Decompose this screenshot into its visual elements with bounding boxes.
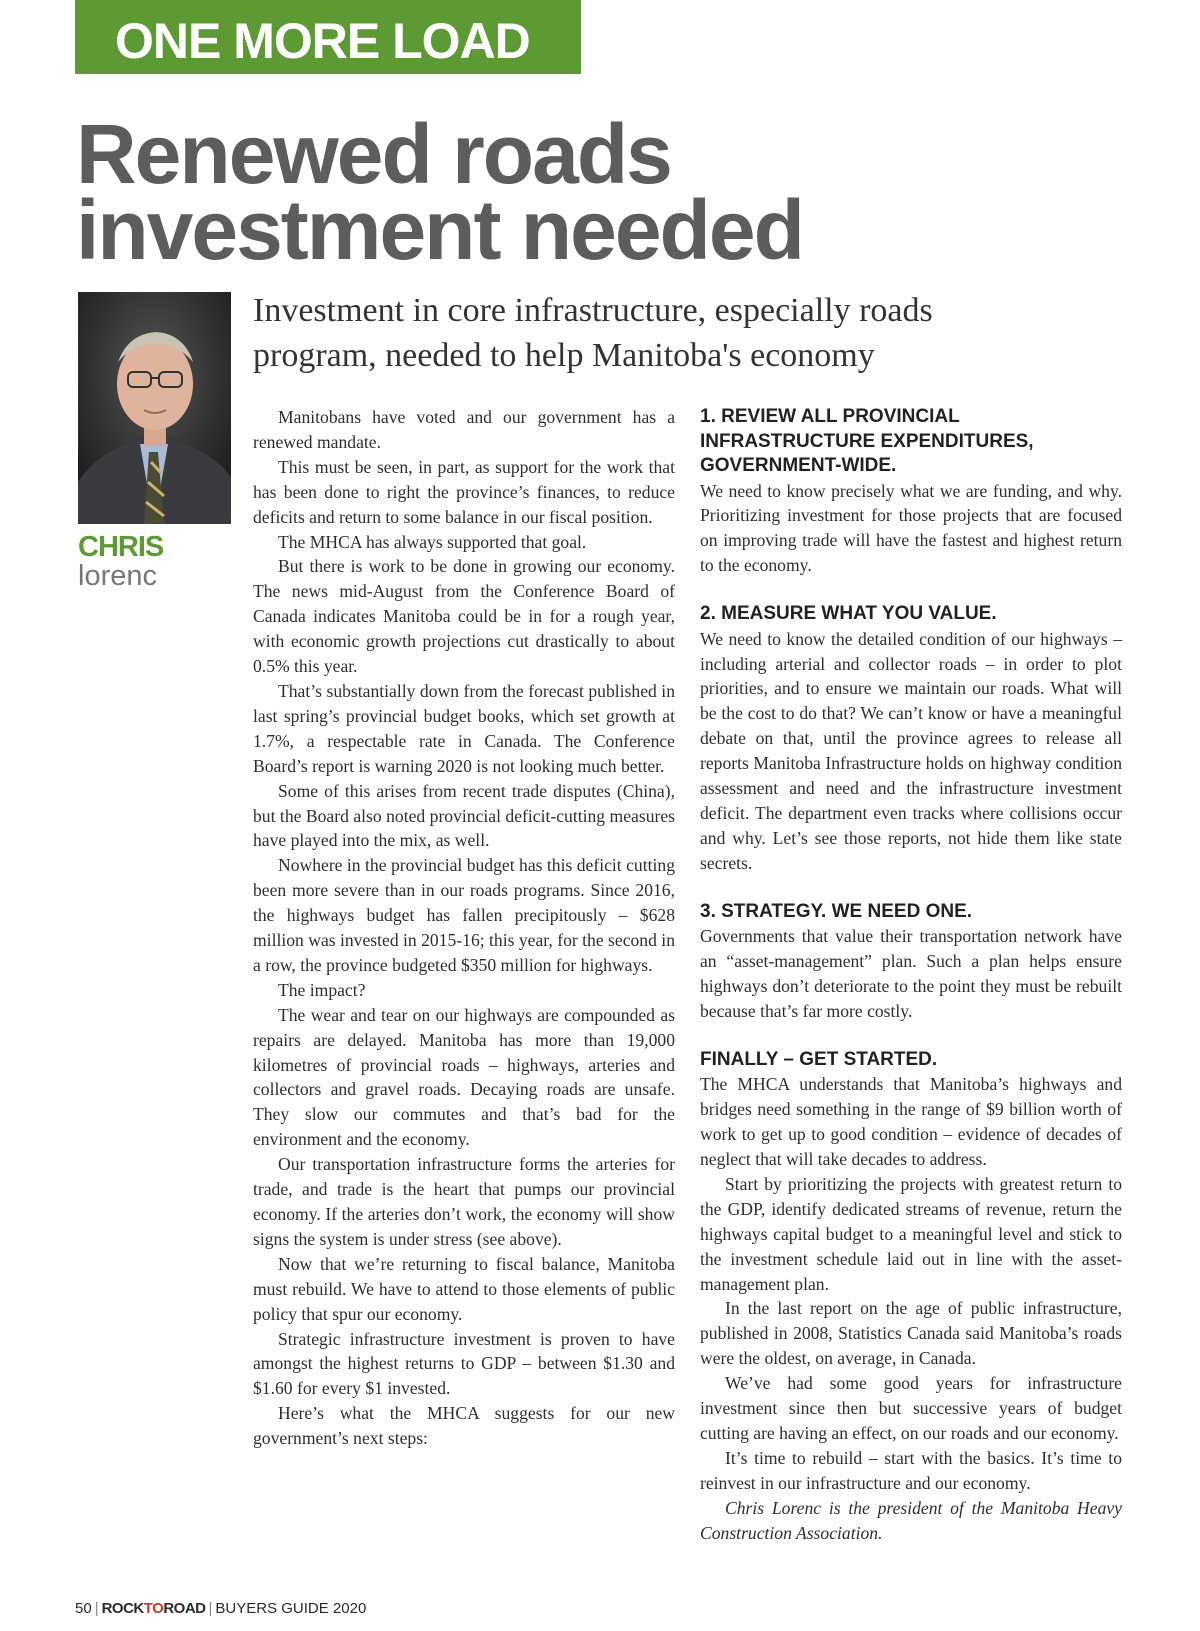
paragraph: Here’s what the MHCA suggests for our new government’s next steps: [253,1403,675,1449]
author-photo [78,292,231,524]
author-last-name: lorenc [78,560,157,592]
paragraph: Governments that value their transportation network have an “asset-management” plan. Such a plan helps ensure highways don’t deteriorate to the point they must be rebuilt because that’s far more costly. [700,926,1122,1021]
author-portrait-image [78,292,231,524]
paragraph: Some of this arises from recent trade disputes (China), but the Board also noted provincial deficit-cutting measures have played into the mix, as well. [253,780,675,851]
paragraph: Start by prioritizing the projects with greatest return to the GDP, identify dedicated streams of revenue, return the highways capital budget to a meaningful level and stick to the investment schedule laid out in line with the asset-management plan. [700,1173,1122,1294]
article-column-left [253,405,675,1451]
paragraph: The MHCA has always supported that goal. [278,531,587,552]
logo-road: ROAD [163,1600,206,1617]
page-number: 50 [75,1600,92,1617]
section-label: ONE MORE LOAD [115,13,530,69]
headline-line-2: investment needed [76,183,803,277]
paragraph: Nowhere in the provincial budget has this deficit cutting been more severe than in our roads programs. Since 2016, the highways budget has fallen precipitously – $628 million was invested in 2015-16; this year, for the second in a row, the province budgeted $350 million for highways. [253,855,675,975]
logo-rock: ROCK [101,1600,144,1617]
spacer [700,578,1122,602]
paragraph: We need to know precisely what we are funding, and why. Prioritizing investment for those projects that are focused on improving trade will have the fastest and highest return to the economy. [700,480,1122,576]
paragraph: Now that we’re returning to fiscal balance, Manitoba must rebuild. We have to attend to those elements of public policy that spur our economy. [253,1253,675,1324]
subheadline [253,288,1103,378]
headline-line-1: Renewed roads [76,107,671,201]
section-heading-measure: 2. MEASURE WHAT YOU VALUE. [700,603,997,625]
author-bio: Chris Lorenc is the president of the Manitoba Heavy Construction Association. [700,1497,1122,1543]
spacer [700,876,1122,900]
author-byline [78,532,238,590]
footer-divider: | [208,1600,213,1617]
spacer [700,1024,1122,1048]
paragraph: We need to know the detailed condition of our highways – including arterial and collector roads – in order to plot priorities, and to ensure we maintain our roads. What will be the cost to do that? We can’t know or have a meaningful debate on that, until the province agrees to release all reports Manitoba Infrastructure holds on highway condition assessment and need and the infrastructure investment deficit. The department even tracks where collisions occur and why. Let’s see those reports, not hide them like state secrets. [700,628,1122,873]
paragraph: It’s time to rebuild – start with the basics. It’s time to reinvest in our infrastructure and our economy. [700,1447,1122,1493]
paragraph: Strategic infrastructure investment is proven to have amongst the highest returns to GDP – between $1.30 and $1.60 for every $1 invested. [253,1328,675,1399]
section-heading-get-started: FINALLY – GET STARTED. [700,1048,938,1070]
paragraph: But there is work to be done in growing our economy. The news mid-August from the Conference Board of Canada indicates Manitoba could be in for a rough year, with economic growth projections cut drastically to about 0.5% this year. [253,556,675,677]
paragraph: In the last report on the age of public infrastructure, published in 2008, Statistics Canada said Manitoba’s roads were the oldest, on average, in Canada. [700,1298,1122,1369]
paragraph: We’ve had some good years for infrastructure investment since then but successive years of budget cutting are having an effect, on our roads and our economy. [700,1373,1122,1443]
author-first-name: CHRIS [78,531,164,563]
section-heading-review: 1. REVIEW ALL PROVINCIAL INFRASTRUCTURE EXPENDITURES, GOVERNMENT-WIDE. [700,406,1034,476]
footer-divider: | [94,1600,99,1617]
paragraph: Manitobans have voted and our government has a renewed mandate. [253,407,675,452]
paragraph: That’s substantially down from the forecast published in last spring’s provincial budget books, which set growth at 1.7%, a respectable rate in Canada. The Conference Board’s report is warning 2020 is not looking much better. [253,680,675,776]
paragraph: The impact? [278,979,366,1000]
issue-label: BUYERS GUIDE 2020 [215,1600,367,1617]
paragraph: The wear and tear on our highways are compounded as repairs are delayed. Manitoba has more than 19,000 kilometres of provincial roads – highways, arteries and collectors and gravel roads. Decaying roads are unsafe. They slow our commutes and that’s bad for the environment and the economy. [253,1004,675,1150]
headline [76,107,1176,277]
section-banner [75,0,581,74]
paragraph: The MHCA understands that Manitoba’s highways and bridges need something in the range of $9 billion worth of work to get up to good condition – evidence of decades of neglect that will take decades to address. [700,1074,1122,1170]
magazine-logo [102,1600,206,1617]
subheadline-line-1: Investment in core infrastructure, especially roads [253,292,933,329]
page-footer [75,1600,366,1618]
logo-to: TO [143,1600,164,1617]
paragraph: Our transportation infrastructure forms the arteries for trade, and trade is the heart that pumps our provincial economy. If the arteries don’t work, the economy will show signs the system is under stress (see above). [253,1154,675,1249]
subheadline-line-2: program, needed to help Manitoba's economy [253,337,875,374]
section-heading-strategy: 3. STRATEGY. WE NEED ONE. [700,900,973,922]
article-column-right [700,405,1122,1546]
paragraph: This must be seen, in part, as support for the work that has been done to right the province’s finances, to reduce deficits and return to some balance in our fiscal position. [253,456,675,527]
